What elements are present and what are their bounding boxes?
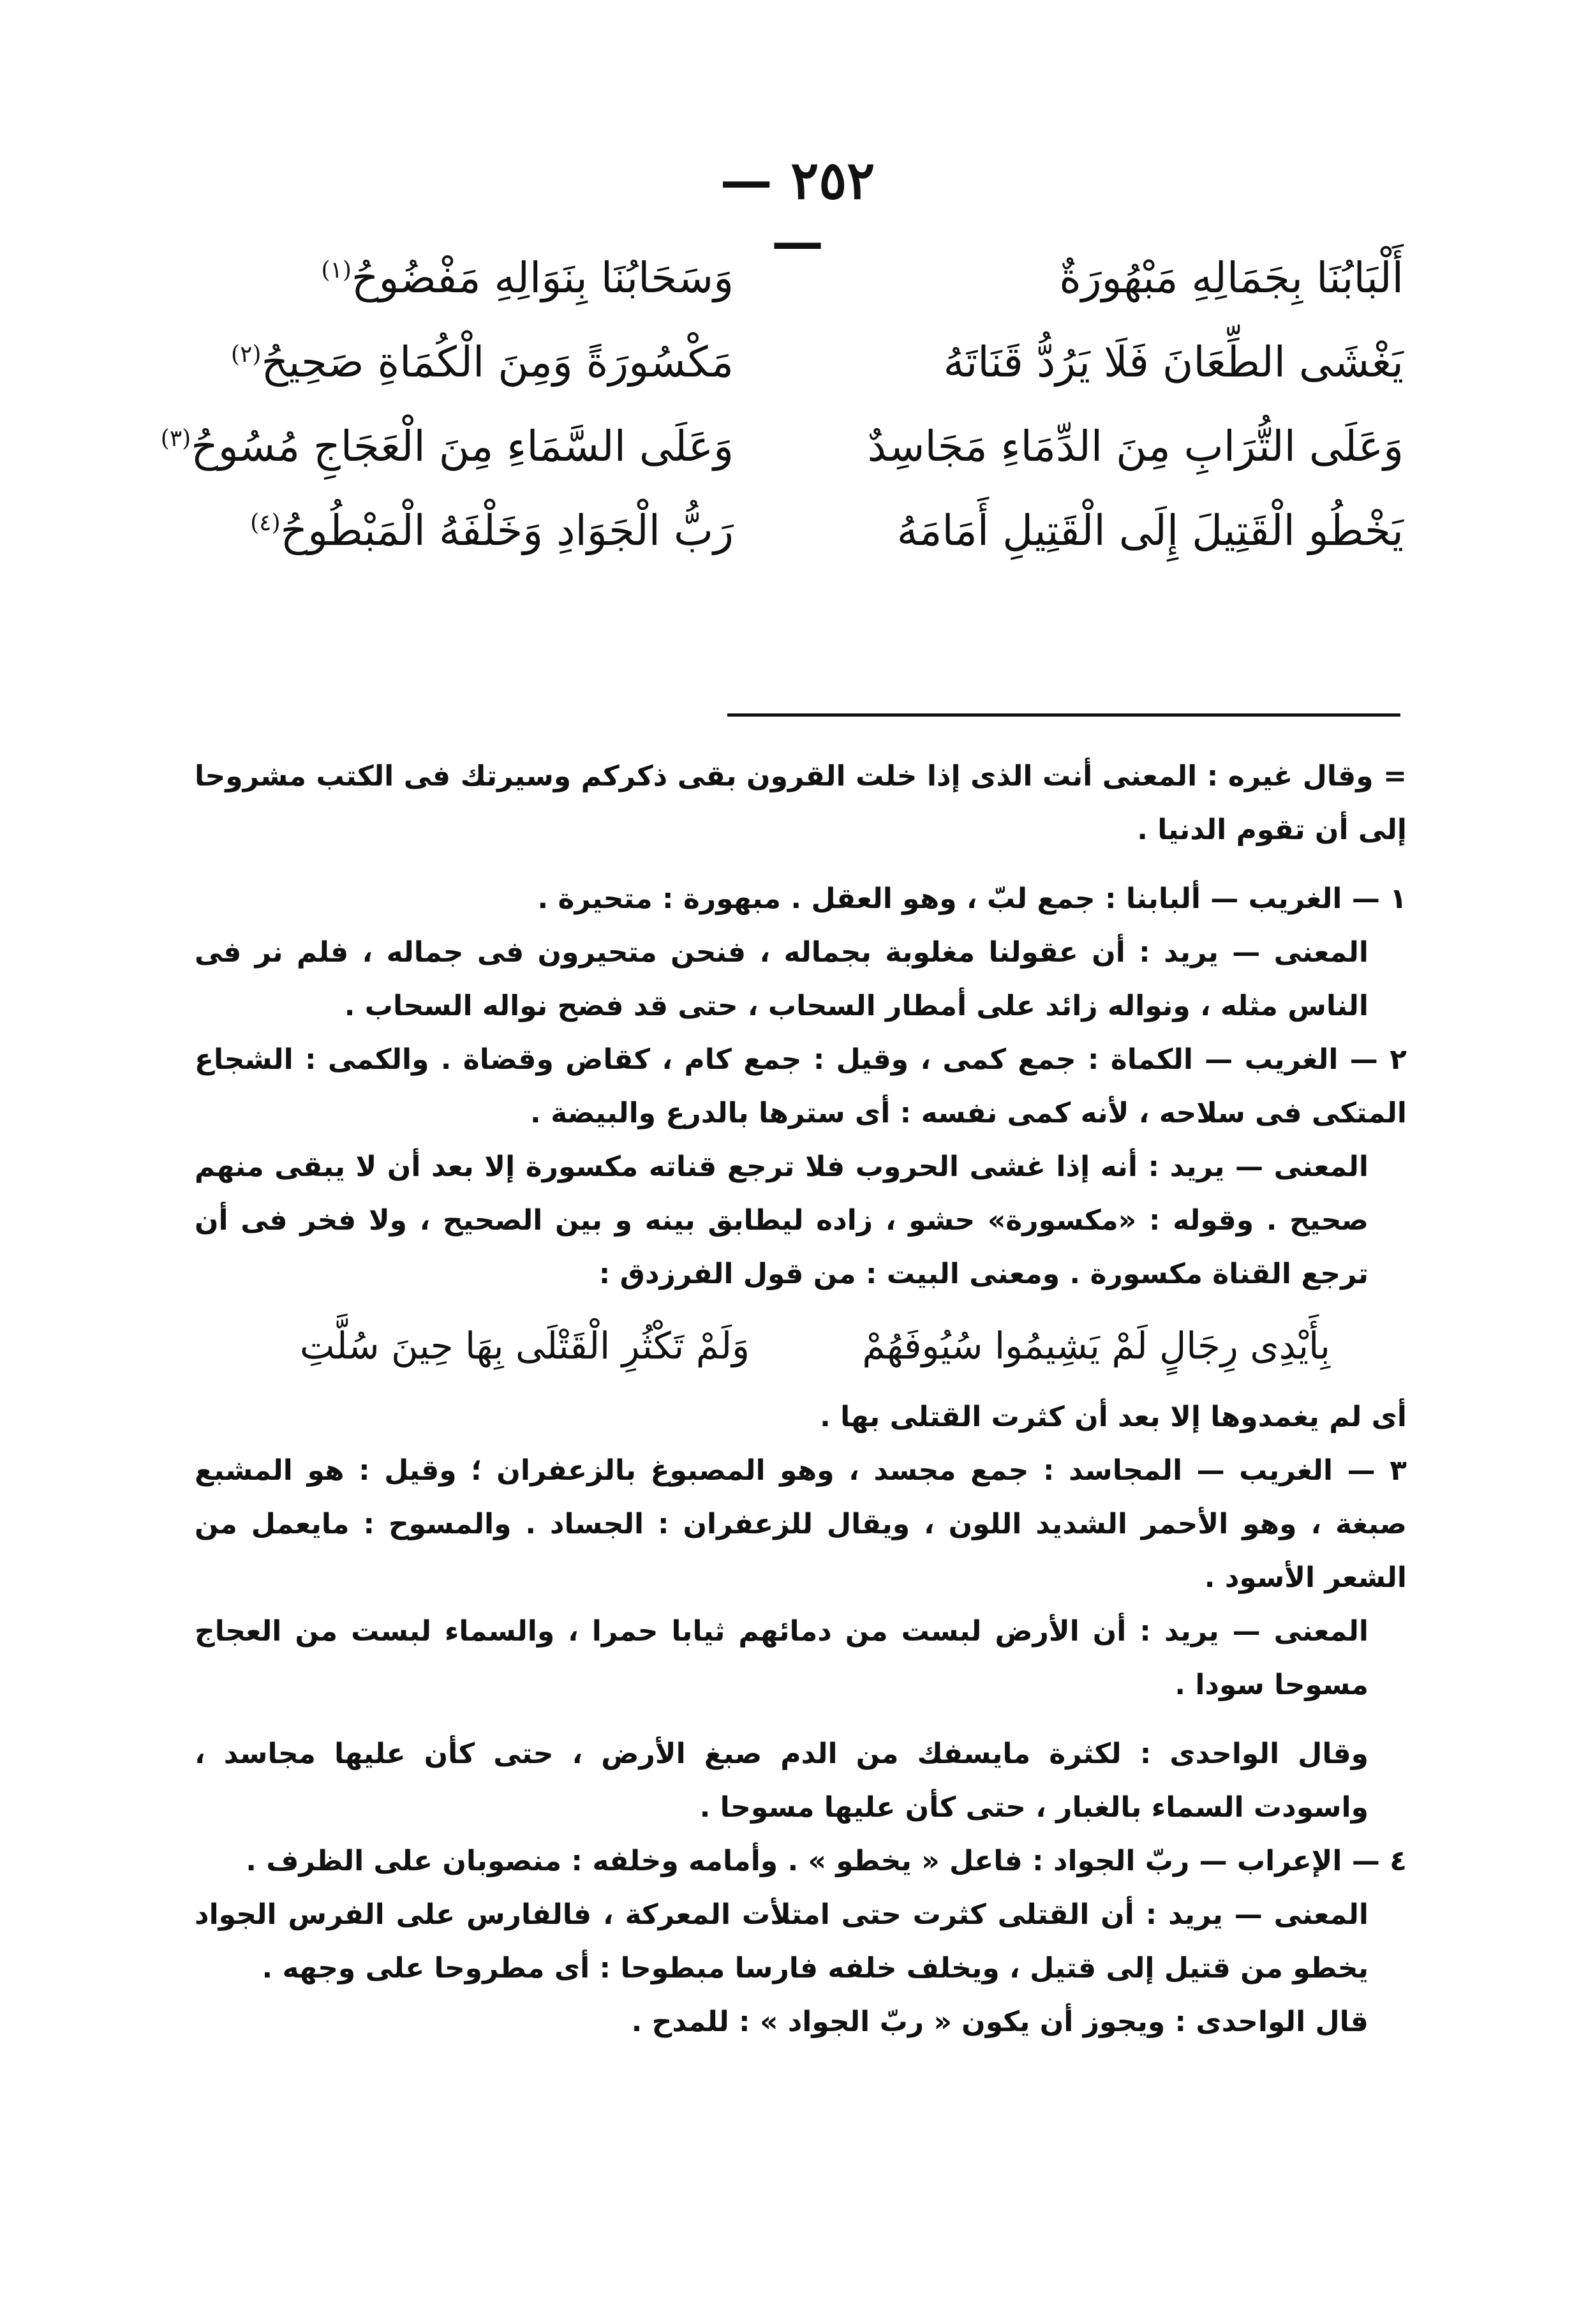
note-4-meaning: المعنى — يريد : أن القتلى كثرت حتى امتلأت المعركة ، فالفارس على الفرس الجواد يخطو من قتيل إلى قتيل ، ويخلف خلفه فارسا مبطوحا : أى مطروحا على وجهه . xyxy=(195,1898,1369,1985)
note-3-wahidi: وقال الواحدى : لكثرة مايسفك من الدم صبغ الأرض ، حتى كأن عليها مجاسد ، واسودت السماء بالغبار ، حتى كأن عليها مسوحا . xyxy=(195,1738,1369,1824)
quoted-verse xyxy=(195,1301,1407,1390)
verse-second-text: رَبُّ الْجَوَادِ وَخَلْفَهُ الْمَبْطُوحُ xyxy=(280,506,734,555)
verse-second-hemistich xyxy=(160,405,734,489)
quoted-second-hemistich: وَلَمْ تَكْثُرِ الْقَتْلَى بِهَا حِينَ سُلَّتِ xyxy=(299,1324,750,1367)
note-1-meaning: المعنى — يريد : أن عقولنا مغلوبة بجماله ، فنحن متحيرون فى جماله ، فلم نر فى الناس مثله ، ونواله زائد على أمطار السحاب ، حتى قد فضح نواله السحاب . xyxy=(195,936,1369,1022)
note-4-iraab: ٤ — الإعراب — ربّ الجواد : فاعل « يخطو » . وأمامه وخلفه : منصوبان على الظرف . xyxy=(246,1845,1407,1877)
separator-rule xyxy=(727,713,1400,717)
verse-second-text: وَعَلَى السَّمَاءِ مِنَ الْعَجَاجِ مُسُوحُ xyxy=(191,422,734,471)
note-2-gharib: ٢ — الغريب — الكماة : جمع كمى ، وقيل : جمع كام ، كقاض وقضاة . والكمى : الشجاع المتكى فى سلاحه ، لأنه كمى نفسه : أى سترها بالدرع والبيضة . xyxy=(195,1043,1407,1129)
commentary-continuation: = وقال غيره : المعنى أنت الذى إذا خلت القرون بقى ذكركم وسيرتك فى الكتب مشروحا إلى أن تقوم الدنيا . xyxy=(195,760,1407,846)
verse-row xyxy=(191,320,1404,405)
footnote-ref: (١) xyxy=(321,257,352,283)
verse-row xyxy=(191,236,1404,320)
footnote-ref: (٤) xyxy=(250,510,281,536)
verse-row xyxy=(191,489,1404,573)
note-1-gharib: ١ — الغريب — ألبابنا : جمع لبّ ، وهو العقل . مبهورة : متحيرة . xyxy=(537,883,1407,915)
note-3-meaning: المعنى — يريد : أن الأرض لبست من دمائهم ثيابا حمرا ، والسماء لبست من العجاج مسوحا سودا . xyxy=(195,1615,1369,1701)
verse-second-hemistich xyxy=(191,489,734,573)
verse-first-hemistich: أَلْبَابُنَا بِجَمَالِهِ مَبْهُورَةٌ xyxy=(1059,253,1404,302)
verse-row xyxy=(160,405,1404,489)
note-3-gharib: ٣ — الغريب — المجاسد : جمع مجسد ، وهو المصبوغ بالزعفران ؛ وقيل : هو المشبع صبغة ، وهو الأحمر الشديد اللون ، ويقال للزعفران : الجساد . والمسوح : مايعمل من الشعر الأسود . xyxy=(195,1454,1407,1594)
verse-first-hemistich: يَغْشَى الطِّعَانَ فَلَا يَرُدُّ قَنَاتَهُ xyxy=(943,338,1404,387)
quote-explanation: أى لم يغمدوها إلا بعد أن كثرت القتلى بها . xyxy=(820,1401,1407,1433)
verse-second-hemistich xyxy=(191,320,734,405)
note-2-meaning: المعنى — يريد : أنه إذا غشى الحروب فلا ترجع قناته مكسورة إلا بعد أن لا يبقى منهم صحيح . وقوله : «مكسورة» حشو ، زاده ليطابق بينه و بين الصحيح ، ولا فخر فى أن ترجع القناة مكسورة . ومعنى البيت : من قول الفرزدق : xyxy=(195,1151,1369,1290)
verse-second-text: مَكْسُورَةً وَمِنَ الْكُمَاةِ صَحِيحُ xyxy=(261,338,734,387)
commentary xyxy=(195,750,1407,2049)
footnote-ref: (٣) xyxy=(160,426,191,452)
footnote-ref: (٢) xyxy=(231,341,262,368)
note-4-wahidi: قال الواحدى : ويجوز أن يكون « ربّ الجواد » : للمدح . xyxy=(631,2006,1369,2038)
verse-second-hemistich xyxy=(191,236,734,320)
verse-second-text: وَسَحَابُنَا بِنَوَالِهِ مَفْضُوحُ xyxy=(351,253,734,302)
verse-first-hemistich: يَخْطُو الْقَتِيلَ إِلَى الْقَتِيلِ أَمَامَهُ xyxy=(896,506,1404,555)
poem-verses xyxy=(160,236,1404,573)
verse-first-hemistich: وَعَلَى التُّرَابِ مِنَ الدِّمَاءِ مَجَاسِدٌ xyxy=(867,422,1404,471)
page-number: — ٢٥٢ — xyxy=(720,150,875,272)
quoted-first-hemistich: بِأَيْدِى رِجَالٍ لَمْ يَشِيمُوا سُيُوفَهُمْ xyxy=(862,1324,1330,1367)
